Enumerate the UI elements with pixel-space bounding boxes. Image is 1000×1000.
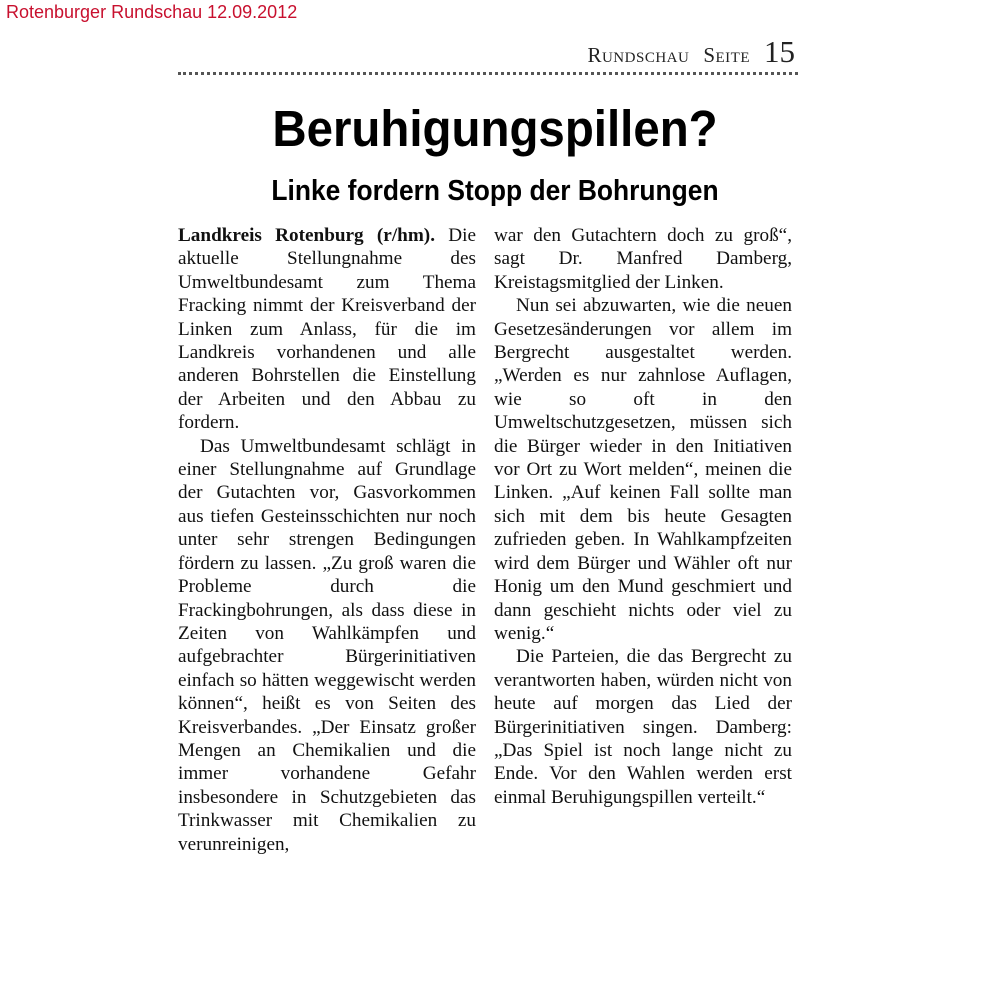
article-paragraph bbox=[178, 224, 476, 435]
article-paragraph: Das Umweltbundesamt schlägt in einer Stellungnahme auf Grundlage der Gutachten vor, Gasvorkommen aus tiefen Gesteinsschichten nur noch unter sehr strengen Bedingungen fördern zu lassen. „Zu groß waren die Probleme durch die Frackingbohrungen, als dass diese in Zeiten von Wahlkämpfen und aufgebrachter Bürgerinitiativen einfach so hätten weggewischt werden können“, heißt es von Seiten des Kreisverbandes. „Der Einsatz großer Mengen an Chemikalien und die immer vorhandene Gefahr insbesondere in Schutzgebieten das Trinkwasser mit Chemikalien zu verunreinigen, bbox=[178, 435, 476, 855]
source-label: Rotenburger Rundschau 12.09.2012 bbox=[6, 2, 298, 22]
article-column-right bbox=[494, 224, 792, 809]
page-word: Seite bbox=[703, 43, 750, 67]
page-header bbox=[587, 34, 795, 70]
article-column-left bbox=[178, 224, 476, 856]
article-paragraph: war den Gutachtern doch zu groß“, sagt Dr. Manfred Damberg, Kreistagsmitglied der Linken. bbox=[494, 225, 792, 293]
article-paragraph: Nun sei abzuwarten, wie die neuen Gesetzesänderungen vor allem im Bergrecht ausgestaltet werden. „Werden es nur zahnlose Auflagen, wie so oft in den Umweltschutzgesetzen, müssen sich die Bürger wieder in den Initiativen vor Ort zu Wort melden“, meinen die Linken. „Auf keinen Fall sollte man sich mit dem bis heute Gesagten zufrieden geben. In Wahlkampfzeiten wird dem Bürger und Wähler oft nur Honig um den Mund geschmiert und dann geschieht nichts oder viel zu wenig.“ bbox=[494, 295, 792, 644]
section-name: Rundschau bbox=[587, 43, 690, 67]
paragraph-text: Die aktuelle Stellungnahme des Umweltbundesamt zum Thema Fracking nimmt der Kreisverband der Linken zum Anlass, für die im Landkreis vorhandenen und alle anderen Bohrstellen die Einstellung der Arbeiten und den Abbau zu fordern. bbox=[178, 225, 476, 434]
subheadline: Linke fordern Stopp der Bohrungen bbox=[271, 175, 719, 207]
page-number: 15 bbox=[764, 34, 795, 69]
headline: Beruhigungspillen? bbox=[272, 100, 718, 157]
header-divider bbox=[178, 72, 798, 75]
article-paragraph: Die Parteien, die das Bergrecht zu verantworten haben, würden nicht von heute auf morgen das Lied der Bürgerinitiativen singen. Damberg: „Das Spiel ist noch lange nicht zu Ende. Vor den Wahlen werden erst einmal Beruhigungspillen verteilt.“ bbox=[494, 646, 792, 808]
dateline: Landkreis Rotenburg (r/hm). bbox=[178, 225, 435, 246]
